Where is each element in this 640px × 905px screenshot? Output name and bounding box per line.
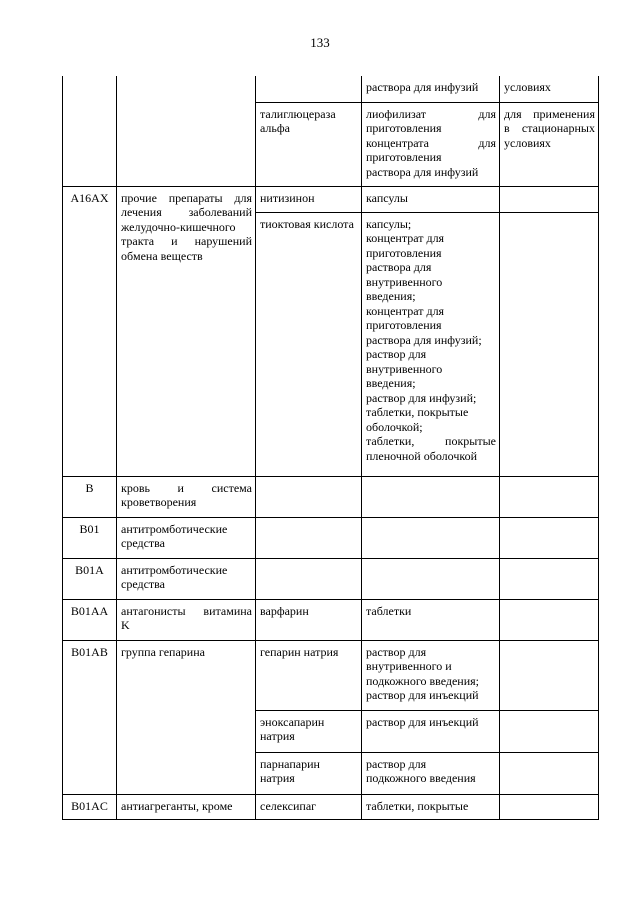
inn-cell xyxy=(256,517,362,558)
table-row xyxy=(63,476,599,517)
dosage-form-cell: раствора для инфузий xyxy=(362,76,500,102)
atc-code-cell: B xyxy=(63,476,117,517)
condition-cell: для применения в стационарных условиях xyxy=(500,102,599,186)
inn-cell: тиоктовая кислота xyxy=(256,212,362,476)
dosage-form-cell: лиофилизат для приготовления концентрата для приготовления раствора для инфузий xyxy=(362,102,500,186)
dosage-form-cell: таблетки xyxy=(362,599,500,640)
inn-cell: нитизинон xyxy=(256,186,362,212)
table-row xyxy=(63,517,599,558)
inn-cell xyxy=(256,476,362,517)
group-cell xyxy=(117,76,256,186)
table-row xyxy=(63,599,599,640)
table-row xyxy=(63,640,599,710)
atc-code-cell: B01AB xyxy=(63,640,117,794)
condition-cell xyxy=(500,794,599,820)
table-row xyxy=(63,186,599,212)
condition-cell xyxy=(500,710,599,752)
inn-cell xyxy=(256,558,362,599)
atc-code-cell: B01AC xyxy=(63,794,117,820)
inn-cell: варфарин xyxy=(256,599,362,640)
condition-cell xyxy=(500,476,599,517)
group-cell: антитромботические средства xyxy=(117,558,256,599)
condition-cell xyxy=(500,599,599,640)
condition-cell xyxy=(500,517,599,558)
inn-cell: селексипаг xyxy=(256,794,362,820)
dosage-form-cell xyxy=(362,517,500,558)
inn-cell xyxy=(256,76,362,102)
table-row xyxy=(63,558,599,599)
condition-cell xyxy=(500,212,599,476)
atc-code-cell: A16AX xyxy=(63,186,117,476)
group-cell: антагонисты витамина K xyxy=(117,599,256,640)
atc-code-cell: B01 xyxy=(63,517,117,558)
table-row xyxy=(63,76,599,102)
group-cell: группа гепарина xyxy=(117,640,256,794)
drug-table xyxy=(62,76,599,820)
inn-cell: парнапарин натрия xyxy=(256,752,362,794)
table-row xyxy=(63,794,599,820)
condition-cell xyxy=(500,558,599,599)
condition-cell: условиях xyxy=(500,76,599,102)
inn-cell: талиглюцераза альфа xyxy=(256,102,362,186)
inn-cell: эноксапарин натрия xyxy=(256,710,362,752)
dosage-form-cell: таблетки, покрытые xyxy=(362,794,500,820)
condition-cell xyxy=(500,186,599,212)
dosage-form-cell: раствор для подкожного введения xyxy=(362,752,500,794)
group-cell: антиагреганты, кроме xyxy=(117,794,256,820)
dosage-form-cell xyxy=(362,558,500,599)
page-number: 133 xyxy=(310,35,330,50)
group-cell: кровь и система кроветворения xyxy=(117,476,256,517)
atc-code-cell: B01AA xyxy=(63,599,117,640)
dosage-form-cell: капсулы; концентрат для приготовления раствора для внутривенного введения; концентрат для приготовления раствора для инфузий; раствор для внутривенного введения; раствор для инфузий; таблетки, покрытые оболочкой; таблетки, покрытые пленочной оболочкой xyxy=(362,212,500,476)
group-cell: антитромботические средства xyxy=(117,517,256,558)
dosage-form-cell: раствор для внутривенного и подкожного введения; раствор для инъекций xyxy=(362,640,500,710)
condition-cell xyxy=(500,640,599,710)
condition-cell xyxy=(500,752,599,794)
dosage-form-cell: капсулы xyxy=(362,186,500,212)
dosage-form-cell: раствор для инъекций xyxy=(362,710,500,752)
atc-code-cell xyxy=(63,76,117,186)
atc-code-cell: B01A xyxy=(63,558,117,599)
inn-cell: гепарин натрия xyxy=(256,640,362,710)
dosage-form-cell xyxy=(362,476,500,517)
group-cell: прочие препараты для лечения заболеваний желудочно-кишечного тракта и нарушений обмена веществ xyxy=(117,186,256,476)
